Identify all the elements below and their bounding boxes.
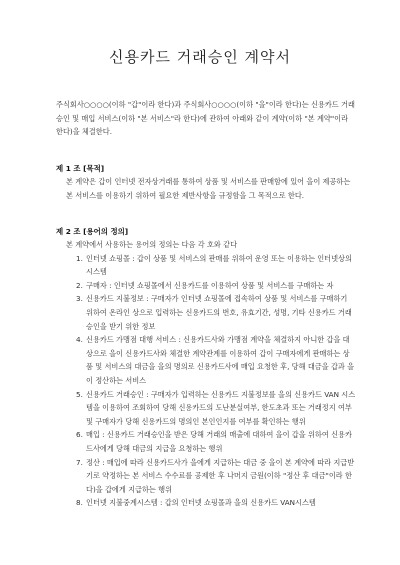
- definition-number: 1.: [76, 253, 83, 263]
- definition-text: 매입 : 신용카드 거래승인을 받은 당해 거래의 매출에 대하여 을이 갑을 위하여 신용카드사에게 당해 대금의 지급을 요청하는 행위: [86, 430, 352, 453]
- definition-item: [56, 428, 356, 455]
- definition-number: 3.: [76, 294, 83, 304]
- definition-item: [56, 279, 356, 293]
- definition-number: 5.: [76, 389, 83, 399]
- definition-text: 신용카드 가맹점 대행 서비스 : 신용카드사와 가맹점 계약을 체결하지 아니한 갑을 대상으로 을이 신용카드사와 체결한 계약관계를 이용하여 갑이 구매자에게 판매하는 상품 및 서비스의 대금을 을의 명의로 신용카드사에 매입 요청한 후, 당해 대금을 갑과 을이 정산하는 서비스: [86, 335, 355, 385]
- article-1: [56, 162, 356, 202]
- document-title: 신용카드 거래승인 계약서: [109, 48, 291, 66]
- definition-list: [56, 252, 356, 510]
- definition-number: 6.: [76, 430, 83, 440]
- definition-text: 인터넷 지불중계시스템 : 갑의 인터넷 쇼핑몰과 을의 신용카드 VAN시스템: [86, 498, 316, 508]
- definition-item: [56, 292, 356, 333]
- definition-item: [56, 333, 356, 387]
- definition-text: 신용카드 거래승인 : 구매자가 입력하는 신용카드 지불정보를 을의 신용카드 VAN 시스템을 이용하여 조회하여 당해 신용카드의 도난분실여부, 한도초과 또는 거래정지 여부 및 구매자가 당해 신용카드의 명의인 본인인지를 여부를 확인하는 행위: [86, 389, 356, 426]
- definition-text: 구매자 : 인터넷 쇼핑몰에서 신용카드를 이용하여 상품 및 서비스를 구매하는 자: [86, 280, 334, 290]
- definition-text: 정산 : 매입에 따라 신용카드사가 을에게 지급하는 대금 중 을이 본 계약에 따라 지급받기로 약정하는 본 서비스 수수료를 공제한 후 나머지 금원(이하 "정산 후 대금"이라 한다)을 갑에게 지급하는 행위: [86, 457, 355, 494]
- definition-item: [56, 496, 356, 510]
- definition-number: 7.: [76, 457, 83, 467]
- article-1-heading: 제 1 조 [목적]: [56, 164, 105, 173]
- article-1-body: 본 계약은 갑이 인터넷 전자상거래를 통하여 상품 및 서비스를 판매함에 있어 을이 제공하는 본 서비스를 이용하기 위하여 필요한 제반사항을 규정함을 그 목적으로 한다.: [66, 177, 351, 200]
- definition-number: 2.: [76, 280, 83, 290]
- definition-number: 4.: [76, 335, 83, 345]
- article-2: [56, 225, 356, 510]
- definition-text: 신용카드 지불정보 : 구매자가 인터넷 쇼핑몰에 접속하여 상품 및 서비스를 구매하기 위하여 온라인 상으로 입력하는 신용카드의 번호, 유효기간, 성명, 기타 신용카드 거래승인을 받기 위한 정보: [86, 294, 352, 331]
- intro-paragraph: 주식회사○○○○(이하 "갑"이라 한다)과 주식회사○○○○(이하 "을"이라 한다)는 신용카드 거래승인 및 매입 서비스(이하 "본 서비스"라 한다)에 관하여 아래와 같이 계약(이하 "본 계약"이라 한다)을 체결한다.: [56, 100, 355, 137]
- definition-item: [56, 388, 356, 429]
- definition-item: [56, 456, 356, 497]
- definition-text: 인터넷 쇼핑몰 : 갑이 상품 및 서비스의 판매를 위하여 운영 또는 이용하는 인터넷상의 시스템: [86, 253, 352, 277]
- article-2-lead: 본 계약에서 사용하는 용어의 정의는 다음 각 호와 같다: [66, 240, 238, 249]
- article-2-heading: 제 2 조 [용어의 정의]: [56, 227, 129, 236]
- definition-number: 8.: [76, 498, 83, 508]
- definition-item: [56, 252, 356, 279]
